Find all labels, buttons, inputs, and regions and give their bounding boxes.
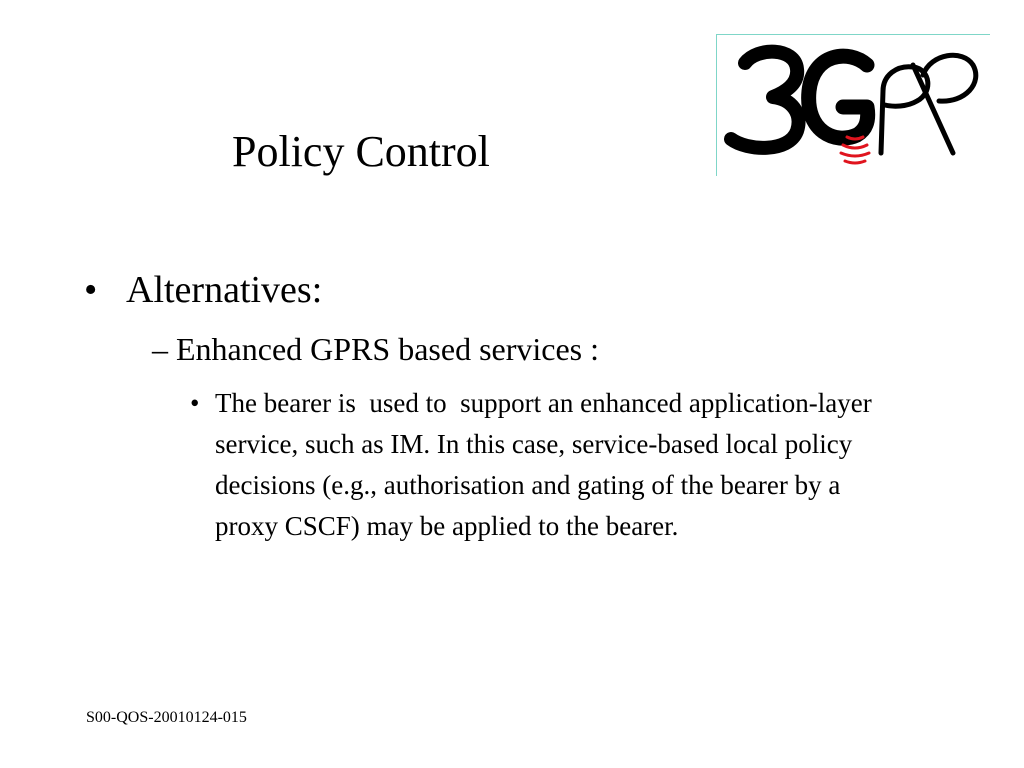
bullet-level1	[84, 268, 322, 312]
bullet-level2-text: – Enhanced GPRS based services :	[152, 331, 600, 367]
bullet-marker: •	[84, 269, 98, 311]
3gpp-logo	[716, 34, 990, 176]
bullet-level1-text: Alternatives:	[126, 269, 323, 311]
3gpp-logo-graphic	[717, 35, 989, 175]
bullet-level2	[152, 330, 599, 368]
bullet-level3	[190, 383, 910, 547]
bullet-level3-text: The bearer is used to support an enhanced application-layer service, such as IM. In this case, service-based local policy decisions (e.g., authorisation and gating of the bearer by a proxy CSCF) may be applied to the bearer.	[215, 388, 879, 541]
slide-title: Policy Control	[232, 127, 490, 176]
footer-document-id: S00-QOS-20010124-015	[86, 709, 247, 726]
bullet-marker: •	[190, 388, 200, 418]
